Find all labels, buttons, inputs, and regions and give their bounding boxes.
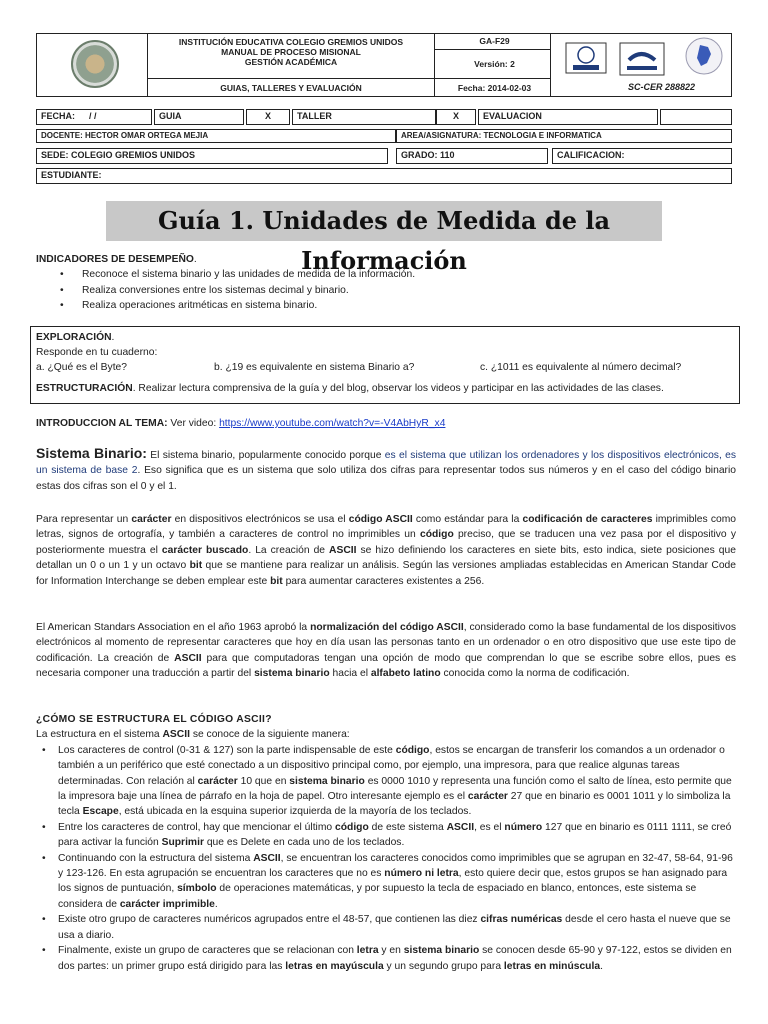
list-item: • Existe otro grupo de caracteres numéricos agrupados entre el 48-57, que contienen las diez cifras numéricas desde el cero hasta el nueve que se usa a diario.: [36, 912, 736, 943]
page-title: Guía 1. Unidades de Medida de la Información: [106, 201, 662, 241]
text-run: imprimibles como letras, signos de ortografía, y también a caracteres de control no imprimibles un: [36, 514, 737, 541]
text-run: se hizo definiendo los caracteres en siete bits, esto indica, siete posiciones que detallan un 0 o un 1 y un octavo: [36, 544, 736, 572]
text-run: conocida como la norma de codificación.: [440, 668, 630, 680]
text-run: código ASCII: [348, 514, 413, 525]
evaluacion-label: EVALUACION: [478, 109, 658, 125]
text-run: para que computadoras tengan una opción de modo que comprendan lo que se escribe sobre ellos, pues es necesaria componer una traducción a partir del: [36, 652, 736, 680]
estructura-intro: [36, 727, 736, 742]
list-item: • Los caracteres de control (0-31 & 127) son la parte indispensable de este código, estos se encargan de transferir los comandos a un ordenador o también a un periférico que esté conectado a un dispositivo principal como, por ejemplo, una impresora, para que realice algunas tareas determinadas. Con relación al carácter 10 que en sistema binario es 0000 1010 y representa una función como el salto de línea, esto permite que la impresora baje una línea de párrafo en la hoja de papel. Otro interesante ejemplo es el carácter 27 que en binario es 0001 1011 y lo simboliza la tecla Escape, está ubicada en la esquina superior izquierda de la mayoría de los teclados.: [36, 743, 736, 820]
text-run: . Eso significa que es un sistema que solo utiliza dos cifras para representar todos sus números y en el caso del código binario estas dos cifras son el 0 y el 1.: [36, 465, 736, 492]
intro-text: Ver video:: [167, 418, 220, 429]
question-a: a. ¿Qué es el Byte?: [36, 362, 128, 373]
date-value: / /: [89, 111, 97, 121]
text-run: , considerado como la base fundamental de los dispositivos electrónicos al momento de representar caracteres que hoy en día usan las personas tanto en un ordenador o en otro dispositivo que use este tipo de codificación. La creación de: [36, 622, 736, 664]
school-seal-icon: [71, 40, 119, 88]
guia-label: GUIA: [154, 109, 244, 125]
text-run: en dispositivos electrónicos se usa el: [171, 514, 349, 525]
questions-row: [36, 360, 734, 375]
certification-logos: [551, 34, 732, 97]
manual-name: MANUAL DE PROCESO MISIONAL: [221, 47, 361, 57]
document-version: Versión: 2: [435, 50, 551, 79]
form-row-estudiante: [36, 168, 732, 184]
taller-check[interactable]: X: [436, 109, 476, 125]
institution-cell: [148, 34, 435, 79]
video-link[interactable]: https://www.youtube.com/watch?v=-V4AbHyR_x4: [219, 418, 446, 429]
text-run: El sistema binario, popularmente conocido porque: [146, 450, 385, 461]
document-date: Fecha: 2014-02-03: [435, 79, 551, 97]
colombia-map-icon: [683, 36, 725, 76]
indicadores-list: [36, 267, 736, 313]
text-run: preciso, que se traducen una vez pasa por el dispositivo y posteriormente muestra el: [36, 529, 736, 556]
text-run: para aumentar caracteres existentes a 256.: [282, 575, 485, 587]
sistema-binario-heading: Sistema Binario:: [36, 445, 147, 461]
text-run: como estándar para la: [412, 514, 523, 525]
text-run: se conoce de la siguiente manera:: [189, 729, 350, 741]
text-run: El American Standars Association en el año 1963 aprobó la: [36, 622, 311, 633]
form-row-docente: [36, 129, 732, 143]
text-run: es el sistema que utilizan los ordenadores y los dispositivos electrónicos, es un sistema de base 2: [36, 450, 737, 477]
sistema-binario-paragraph: [36, 446, 736, 494]
intro-heading: INTRODUCCION AL TEMA:: [36, 418, 168, 429]
exploracion-heading: EXPLORACIÓN: [36, 332, 112, 343]
text-run: bit: [189, 560, 203, 572]
question-b: b. ¿19 es equivalente en sistema Binario a?: [214, 362, 415, 373]
estructura-section: [36, 712, 736, 974]
date-field[interactable]: [36, 109, 152, 125]
estructuracion-heading: ESTRUCTURACIÓN: [36, 383, 133, 394]
sede-field: SEDE: COLEGIO GREMIOS UNIDOS: [36, 148, 388, 164]
area-field: AREA/ASIGNATURA: TECNOLOGIA E INFORMATICA: [396, 129, 732, 143]
text-run: hacia el: [329, 668, 371, 680]
intro-line: [36, 416, 736, 431]
subtitle-cell: GUIAS, TALLERES Y EVALUACIÓN: [148, 79, 435, 97]
exploracion-box: EXPLORACIÓN. Responde en tu cuaderno: a. ¿Qué es el Byte? b. ¿19 es equivalente en sistema Binario a? c. ¿1011 es equivalente al número decimal? ESTRUCTURACIÓN. Realizar lectura comprensiva de la guía y del blog, observar los videos y participar en las actividades de las clases.: [30, 326, 740, 404]
text-run: normalización del código ASCII: [310, 622, 464, 633]
text-run: que se mantiene para realizar un análisis. Según las versiones ampliadas establecidas en American Standar Code for Information Interchange se deben emplear este: [36, 560, 736, 587]
estructura-list: [36, 743, 736, 974]
document-header: [36, 33, 732, 97]
estudiante-field[interactable]: ESTUDIANTE:: [36, 168, 732, 184]
grado-field: GRADO: 110: [396, 148, 548, 164]
text-run: código: [419, 529, 454, 541]
guia-check[interactable]: X: [246, 109, 290, 125]
text-run: codificación de caracteres: [522, 514, 653, 525]
docente-field: DOCENTE: HECTOR OMAR ORTEGA MEJIA: [36, 129, 396, 143]
text-run: ASCII: [174, 652, 202, 664]
list-item: • Realiza conversiones entre los sistemas decimal y binario.: [36, 283, 736, 298]
indicadores-heading: INDICADORES DE DESEMPEÑO: [36, 254, 194, 265]
ascii-history-paragraph: [36, 620, 736, 682]
text-run: carácter buscado: [161, 544, 249, 556]
logo-cell: [37, 34, 148, 97]
indicadores-section: INDICADORES DE DESEMPEÑO. • Reconoce el sistema binario y las unidades de medida de la información. • Realiza conversiones entre los sistemas decimal y binario. • Realiza operaciones aritméticas en sistema binario.: [36, 252, 736, 314]
document-code: GA-F29: [435, 34, 551, 50]
text-run: bit: [270, 575, 283, 587]
management-name: GESTIÓN ACADÉMICA: [244, 57, 338, 67]
institution-name: INSTITUCIÓN EDUCATIVA COLEGIO GREMIOS UNIDOS: [178, 37, 404, 47]
text-run: ASCII: [329, 544, 357, 556]
text-run: sistema binario: [254, 668, 330, 680]
date-label: FECHA:: [41, 111, 75, 121]
text-run: ASCII: [162, 729, 190, 741]
question-c: c. ¿1011 es equivalente al número decimal?: [480, 362, 682, 373]
list-item: • Reconoce el sistema binario y las unidades de medida de la información.: [36, 267, 736, 282]
ascii-paragraph: [36, 512, 736, 589]
list-item: • Continuando con la estructura del sistema ASCII, se encuentran los caracteres conocidos como imprimibles que se agrupan en 32-47, 58-64, 91-96 y 123-126. En esta agrupación se encuentran los caracteres que no es número ni letra, esto quiere decir que, estos grupos se han asignado para los signos de puntuación, símbolo de operaciones matemáticas, y por supuesto la tecla de espaciado en blanco, entonces, este sistema se considera de carácter imprimible.: [36, 851, 736, 913]
estructuracion-text: . Realizar lectura comprensiva de la guía y del blog, observar los videos y participar en las actividades de las clases.: [132, 383, 664, 394]
list-item: • Realiza operaciones aritméticas en sistema binario.: [36, 298, 736, 313]
list-item: • Finalmente, existe un grupo de caracteres que se relacionan con letra y en sistema binario se conocen desde 65-90 y 97-122, estos se dividen en dos partes: un primer grupo está dirigido para las letras en mayúscula y un segundo grupo para letras en minúscula.: [36, 943, 736, 974]
text-run: Para representar un: [36, 514, 132, 525]
text-run: alfabeto latino: [370, 668, 441, 680]
form-row-sede: [36, 148, 732, 164]
evaluacion-check[interactable]: [660, 109, 732, 125]
icontec-iqnet-icon: [565, 42, 607, 74]
form-row-date: [36, 109, 732, 125]
text-run: carácter: [131, 514, 172, 525]
taller-label: TALLER: [292, 109, 436, 125]
icontec-logo-icon: [619, 42, 665, 76]
list-item: • Entre los caracteres de control, hay que mencionar el último código de este sistema ASCII, es el número 127 que en binario es 0111 1111, se creó para activar la función Suprimir que es Delete en cada uno de los teclados.: [36, 820, 736, 851]
calificacion-field[interactable]: CALIFICACION:: [552, 148, 732, 164]
exploracion-prompt: Responde en tu cuaderno:: [36, 347, 158, 358]
estructura-heading: ¿CÓMO SE ESTRUCTURA EL CÓDIGO ASCII?: [36, 714, 272, 725]
text-run: . La creación de: [248, 544, 330, 556]
text-run: La estructura en el sistema: [36, 729, 163, 741]
certification-code: SC-CER 288822: [627, 82, 695, 92]
estructuracion-line: [36, 381, 734, 396]
